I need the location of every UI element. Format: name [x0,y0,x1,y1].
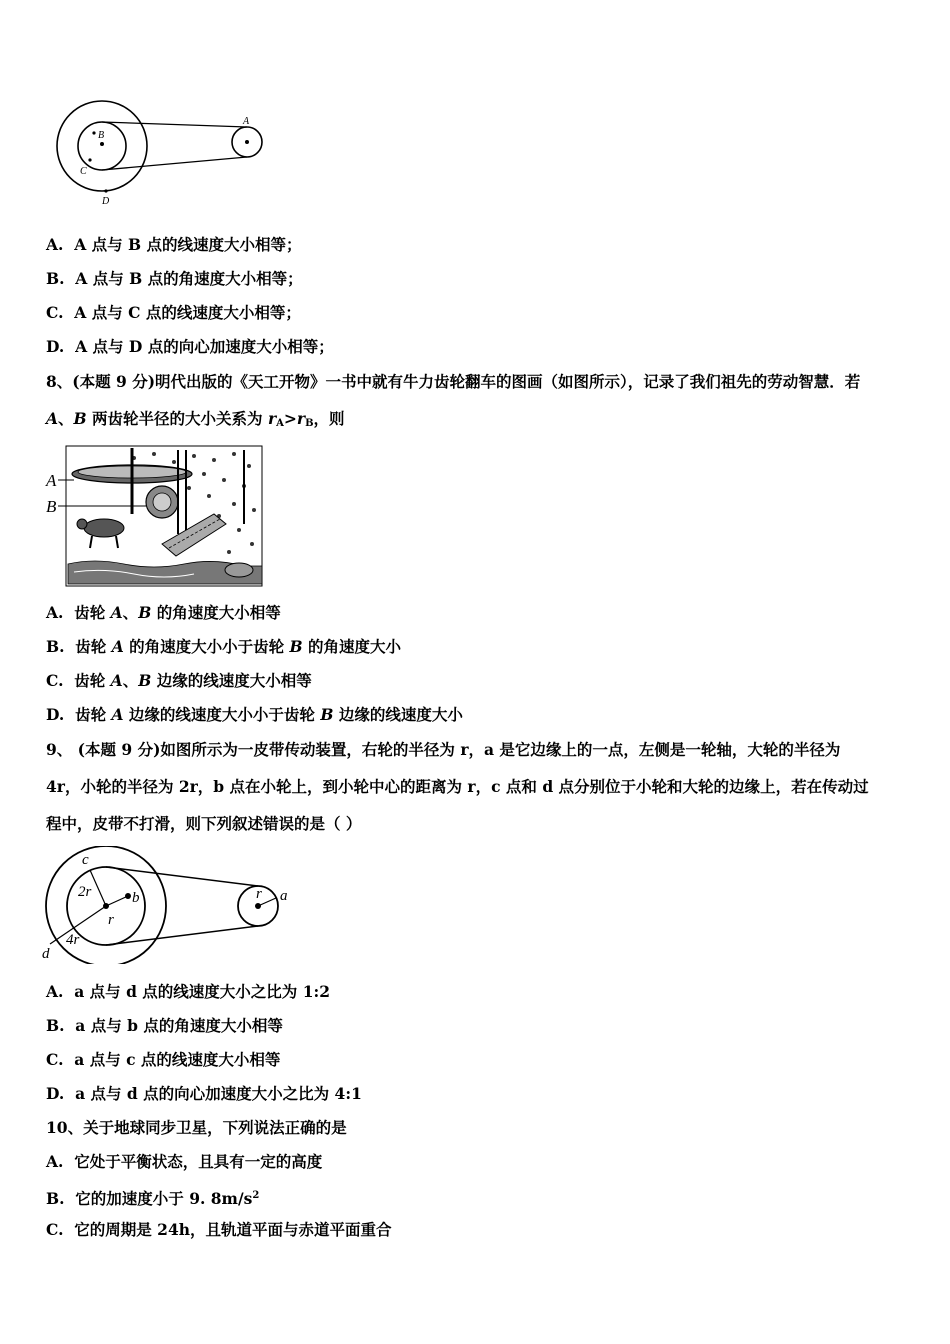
fig-label-b: B [46,497,57,516]
text-mid: 两齿轮半径的大小关系为 [86,409,268,428]
q9-stem-line1: 9、 (本题 9 分)如图所示为一皮带传动装置，右轮的半径为 r，a 是它边缘上的一点，左侧是一轮轴，大轮的半径为 [46,740,841,759]
figure-pulley-abcd [50,100,280,208]
q10-option-c [46,1220,392,1240]
sub-b: B [305,418,314,429]
q7-option-a [46,235,302,255]
text-gt: > [283,409,297,428]
q9-option-b [46,1016,283,1036]
var-a: A [111,705,124,724]
option-letter: C. [46,671,64,690]
option-text: 齿轮 [74,671,111,690]
q8-option-c [46,671,312,691]
option-text: A 点与 D 点的向心加速度大小相等； [75,337,334,356]
var-a: A [111,637,124,656]
label-4r: 4r [66,932,80,948]
var-b: B [138,671,152,690]
option-letter: C. [46,1220,64,1239]
q7-option-d [46,337,334,357]
var-b: B [73,409,87,428]
option-letter: C. [46,303,64,322]
option-letter: D. [46,337,65,356]
sub-a: A [276,418,284,429]
option-text: 它的周期是 24h，且轨道平面与赤道平面重合 [74,1220,392,1239]
q8-option-d [46,705,463,725]
label-b: b [132,890,140,906]
option-text: 、 [122,671,139,690]
option-text: 齿轮 [75,637,112,656]
var-ra: r [267,409,277,428]
label-a: a [280,888,288,904]
option-letter: C. [46,1050,64,1069]
var-a: A [46,409,59,428]
option-letter: B. [46,1016,65,1035]
option-text: A 点与 B 点的角速度大小相等； [75,269,303,288]
q9-option-a [46,982,330,1002]
q8-stem-line1: 8、(本题 9 分)明代出版的《天工开物》一书中就有牛力齿轮翻车的图画（如图所示），记录了我们祖先的劳动智慧．若 [46,372,861,391]
option-text: A 点与 C 点的线速度大小相等； [74,303,301,322]
option-text: 齿轮 [74,603,111,622]
option-letter: A. [46,603,64,622]
q9-option-d [46,1084,362,1104]
label-d: D [102,196,110,207]
option-letter: D. [46,1084,65,1103]
option-text: 的角速度大小相等 [151,603,281,622]
q10-option-b [46,1186,259,1209]
option-text: a 点与 d 点的向心加速度大小之比为 4:1 [75,1084,362,1103]
q8-stem-line2 [46,409,345,434]
option-text: 边缘的线速度大小 [333,705,463,724]
option-text: a 点与 d 点的线速度大小之比为 1:2 [74,982,330,1001]
label-r: r [108,912,114,928]
var-a: A [110,671,123,690]
figure-tiangong-waterwheel [44,444,264,590]
var-a: A [110,603,123,622]
label-b: B [98,130,105,141]
option-text: 的角速度大小小于齿轮 [123,637,290,656]
label-c: C [80,166,87,177]
var-b: B [289,637,303,656]
q7-option-b [46,269,303,289]
q8-option-a [46,603,281,623]
option-text: A 点与 B 点的线速度大小相等； [74,235,302,254]
q9-stem-line2: 4r，小轮的半径为 2r，b 点在小轮上，到小轮中心的距离为 r，c 点和 d 点分别位于小轮和大轮的边缘上，若在传动过 [46,777,869,796]
label-c: c [82,852,89,868]
q7-option-c [46,303,301,323]
option-text: 它处于平衡状态，且具有一定的高度 [74,1152,323,1171]
label-a: A [243,116,250,127]
var-b: B [138,603,152,622]
option-letter: A. [46,235,64,254]
option-text: 边缘的线速度大小相等 [151,671,312,690]
text-sep: 、 [58,409,74,428]
option-letter: D. [46,705,65,724]
option-letter: B. [46,1189,65,1208]
option-letter: B. [46,269,65,288]
option-text: 的角速度大小 [302,637,402,656]
figure-belt-drive [40,846,300,964]
q10-stem: 10、关于地球同步卫星，下列说法正确的是 [46,1118,347,1137]
option-text: 齿轮 [75,705,112,724]
option-text: 边缘的线速度大小小于齿轮 [123,705,321,724]
fig-label-a: A [46,471,57,490]
q9-stem-line3: 程中，皮带不打滑，则下列叙述错误的是（ ） [46,814,362,833]
option-letter: B. [46,637,65,656]
q10-option-a [46,1152,322,1172]
option-letter: A. [46,1152,64,1171]
label-2r: 2r [78,884,92,900]
var-b: B [320,705,334,724]
option-letter: A. [46,982,64,1001]
var-rb: r [296,409,306,428]
label-d: d [42,946,50,962]
superscript-2: 2 [252,1190,260,1201]
text-end: ，则 [313,409,345,428]
option-text: 它的加速度小于 9. 8m/s [75,1189,253,1208]
q9-option-c [46,1050,280,1070]
label-r-right: r [256,886,262,902]
q8-option-b [46,637,401,657]
option-text: a 点与 c 点的线速度大小相等 [74,1050,281,1069]
option-text: a 点与 b 点的角速度大小相等 [75,1016,283,1035]
option-text: 、 [122,603,139,622]
